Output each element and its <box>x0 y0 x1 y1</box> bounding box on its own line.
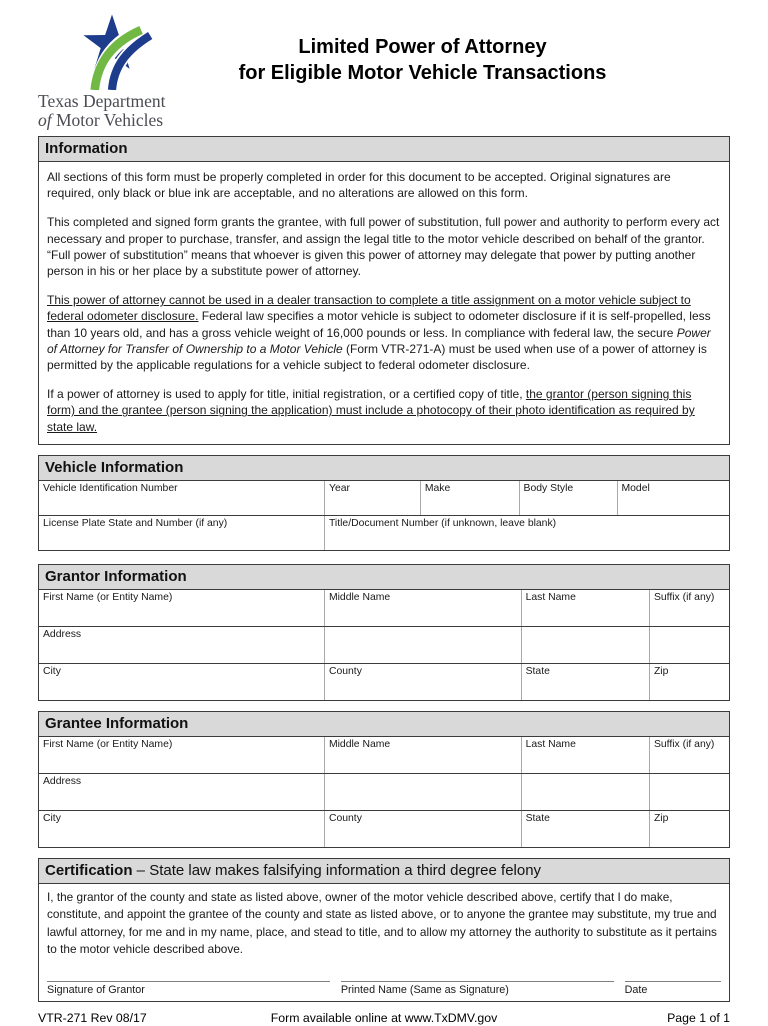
grantor-section <box>38 564 730 701</box>
vehicle-row-1 <box>39 481 729 515</box>
grantee-city-row <box>39 810 729 847</box>
grantor-first-name-field[interactable] <box>39 590 324 626</box>
info-paragraph-3: This power of attorney cannot be used in a dealer transaction to complete a title assignment on a motor vehicle subject to federal odometer disclosure. Federal law specifies a motor vehicle is subject to odometer disclosure if it is self-propelled, less than 10 years old, and has a gross vehicle weight of 16,000 pounds or less. In compliance with federal law, the secure Power of Attorney for Transfer of Ownership to a Motor Vehicle (Form VTR-271-A) must be used when use of a power of attorney is permitted by the applicable regulations for a vehicle subject to federal odometer disclosure. <box>47 293 711 373</box>
body-style-field[interactable] <box>519 481 617 515</box>
grantee-county-field[interactable] <box>324 811 521 847</box>
certification-header <box>38 858 730 884</box>
grantor-first-name-label: First Name (or Entity Name) <box>43 591 173 603</box>
printed-name-label: Printed Name (Same as Signature) <box>340 983 509 996</box>
information-header: Information <box>38 136 730 162</box>
grantor-last-name-field[interactable] <box>521 590 649 626</box>
grantor-header: Grantor Information <box>38 564 730 590</box>
date-label: Date <box>624 983 648 996</box>
vehicle-table <box>38 481 730 551</box>
license-plate-label: License Plate State and Number (if any) <box>43 517 228 529</box>
logo-line-1: Texas Department <box>38 91 166 111</box>
grantor-state-label: State <box>525 665 550 677</box>
grantee-first-name-label: First Name (or Entity Name) <box>43 738 173 750</box>
model-label: Model <box>621 482 650 494</box>
grantee-city-field[interactable] <box>39 811 324 847</box>
grantor-name-row <box>39 590 729 626</box>
txdmv-logo <box>38 8 210 130</box>
grantor-address-field-3[interactable] <box>521 627 649 663</box>
page-number: Page 1 of 1 <box>667 1010 730 1025</box>
vehicle-header: Vehicle Information <box>38 455 730 481</box>
grantee-header: Grantee Information <box>38 711 730 737</box>
grantee-table <box>38 737 730 848</box>
grantee-address-label: Address <box>43 775 82 787</box>
year-label: Year <box>328 482 350 494</box>
make-label: Make <box>424 482 451 494</box>
grantor-county-label: County <box>328 665 362 677</box>
information-section <box>38 136 730 445</box>
grantor-middle-name-field[interactable] <box>324 590 521 626</box>
grantee-state-field[interactable] <box>521 811 649 847</box>
grantee-zip-field[interactable] <box>649 811 729 847</box>
form-title-line-1: Limited Power of Attorney <box>298 36 547 58</box>
logo-wordmark <box>38 92 210 130</box>
info-paragraph-4: If a power of attorney is used to apply for title, initial registration, or a certified copy of title, the grantor (person signing this form) and the grantee (person signing the application) must include a photocopy of their photo identification as required by state law. <box>47 387 695 434</box>
grantee-first-name-field[interactable] <box>39 737 324 773</box>
grantor-city-label: City <box>43 665 61 677</box>
certification-header-bold: Certification <box>45 861 133 879</box>
grantor-address-row <box>39 626 729 663</box>
grantor-zip-label: Zip <box>653 665 669 677</box>
grantor-zip-field[interactable] <box>649 664 729 700</box>
grantee-suffix-field[interactable] <box>649 737 729 773</box>
grantor-address-label: Address <box>43 628 82 640</box>
grantor-address-field-2[interactable] <box>324 627 521 663</box>
grantee-state-label: State <box>525 812 550 824</box>
grantee-county-label: County <box>328 812 362 824</box>
footer-availability-note: Form available online at www.TxDMV.gov <box>270 1010 498 1025</box>
grantee-section <box>38 711 730 848</box>
certification-statement: I, the grantor of the county and state as listed above, owner of the motor vehicle described above, certify that I do make, constitute, and appoint the grantee of the county and state as listed above, or to anyone the grantee may substitute, my true and lawful attorney, for me and in my name, place, and stead to title, and to allow my attorney the authority to substitute as it pertains to the motor vehicle described above. <box>47 889 717 957</box>
information-body <box>38 162 730 445</box>
page-footer <box>38 1011 730 1026</box>
grantee-name-row <box>39 737 729 773</box>
form-title-line-2: for Eligible Motor Vehicle Transactions <box>238 62 607 84</box>
vehicle-section <box>38 455 730 551</box>
grantee-address-row <box>39 773 729 810</box>
masthead <box>38 8 730 130</box>
info-paragraph-1: All sections of this form must be properly completed in order for this document to be accepted. Original signatures are required, only black or blue ink are acceptable, and no alterations are allowed on this form. <box>47 170 671 201</box>
grantor-middle-name-label: Middle Name <box>328 591 391 603</box>
license-plate-field[interactable] <box>39 516 324 550</box>
body-style-label: Body Style <box>523 482 574 494</box>
form-title <box>210 8 730 86</box>
make-field[interactable] <box>420 481 519 515</box>
grantor-signature-label: Signature of Grantor <box>47 983 145 996</box>
grantor-address-field[interactable] <box>39 627 324 663</box>
grantor-last-name-label: Last Name <box>525 591 576 603</box>
certification-header-rest: – State law makes falsifying information a third degree felony <box>132 861 542 879</box>
printed-name-field[interactable] <box>341 981 614 997</box>
grantor-suffix-field[interactable] <box>649 590 729 626</box>
grantor-address-field-4[interactable] <box>649 627 729 663</box>
date-field[interactable] <box>625 981 721 997</box>
grantor-suffix-label: Suffix (if any) <box>653 591 715 603</box>
grantee-address-field[interactable] <box>39 774 324 810</box>
year-field[interactable] <box>324 481 420 515</box>
vin-label: Vehicle Identification Number <box>43 482 178 494</box>
vin-field[interactable] <box>39 481 324 515</box>
grantee-suffix-label: Suffix (if any) <box>653 738 715 750</box>
grantee-address-field-4[interactable] <box>649 774 729 810</box>
title-number-field[interactable] <box>324 516 729 550</box>
model-field[interactable] <box>617 481 730 515</box>
grantor-county-field[interactable] <box>324 664 521 700</box>
txdmv-star-icon <box>66 10 158 90</box>
grantee-middle-name-field[interactable] <box>324 737 521 773</box>
grantor-city-field[interactable] <box>39 664 324 700</box>
vehicle-row-2 <box>39 515 729 550</box>
grantee-zip-label: Zip <box>653 812 669 824</box>
grantor-state-field[interactable] <box>521 664 649 700</box>
grantor-signature-field[interactable] <box>47 981 330 997</box>
grantor-city-row <box>39 663 729 700</box>
grantee-last-name-field[interactable] <box>521 737 649 773</box>
grantor-table <box>38 590 730 701</box>
grantee-address-field-2[interactable] <box>324 774 521 810</box>
signature-row <box>39 959 729 1001</box>
grantee-city-label: City <box>43 812 61 824</box>
grantee-last-name-label: Last Name <box>525 738 576 750</box>
certification-section <box>38 858 730 1002</box>
title-number-label: Title/Document Number (if unknown, leave blank) <box>328 517 557 529</box>
form-number: VTR-271 Rev 08/17 <box>38 1010 147 1025</box>
info-paragraph-2: This completed and signed form grants the grantee, with full power of substitution, full power and authority to perform every act necessary and proper to purchase, transfer, and assign the legal title to the motor vehicle described on behalf of the grantor. “Full power of substitution” means that whoever is given this power of attorney may delegate that power by putting another person in his or her place by a substitute power of attorney. <box>47 215 720 279</box>
grantee-middle-name-label: Middle Name <box>328 738 391 750</box>
logo-line-2: of Motor Vehicles <box>38 110 164 130</box>
certification-body <box>38 884 730 1002</box>
grantee-address-field-3[interactable] <box>521 774 649 810</box>
